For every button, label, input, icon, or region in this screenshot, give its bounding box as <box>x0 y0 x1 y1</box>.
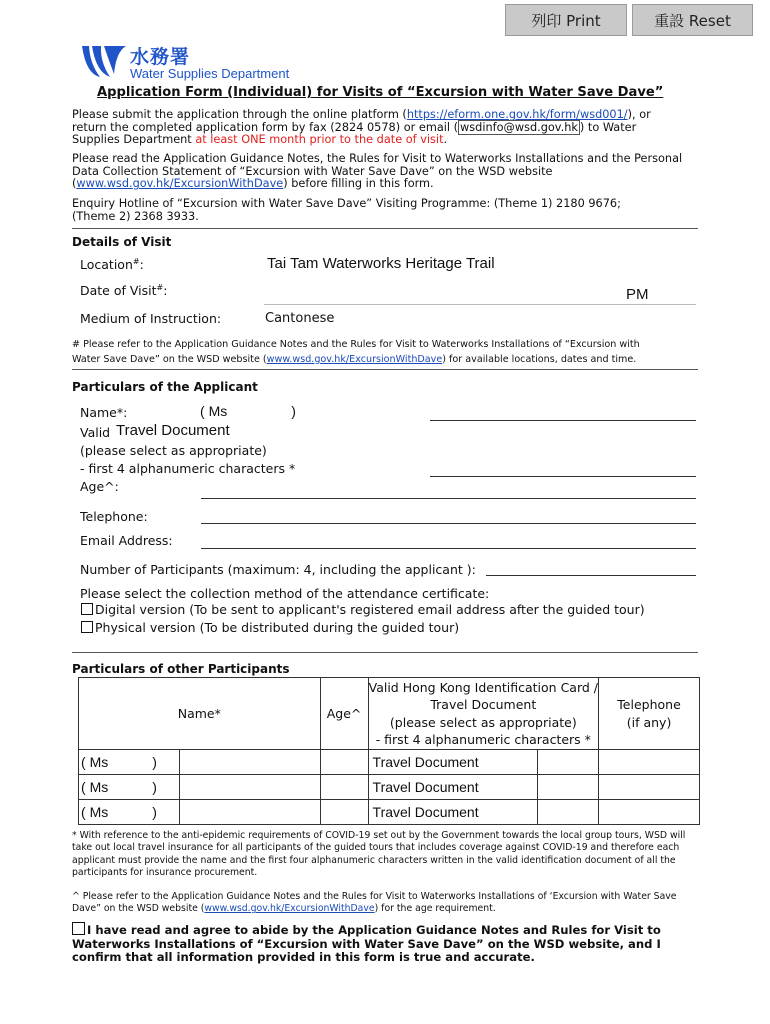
participant-age-cell[interactable] <box>320 775 368 800</box>
collection-label: Please select the collection method of the attendance certificate: <box>80 586 490 601</box>
reset-button[interactable]: 重設 Reset <box>632 4 753 36</box>
age-label: Age^: <box>80 479 119 494</box>
declaration-checkbox[interactable] <box>72 922 85 935</box>
name-label: Name*: <box>80 405 128 420</box>
participant-tel-cell[interactable] <box>599 800 700 825</box>
participants-label: Number of Participants (maximum: 4, including the applicant ): <box>80 562 476 577</box>
email-link[interactable]: wsdinfo@wsd.gov.hk <box>460 120 578 134</box>
telephone-label: Telephone: <box>80 509 148 524</box>
participant-title-select[interactable]: ( Ms ) <box>79 775 180 799</box>
website-link[interactable]: www.wsd.gov.hk/ExcursionWithDave <box>76 177 284 191</box>
age-note-link[interactable]: www.wsd.gov.hk/ExcursionWithDave <box>204 903 375 915</box>
email-label: Email Address: <box>80 533 173 548</box>
location-label: Location#: <box>80 257 144 273</box>
print-button[interactable]: 列印 Print <box>505 4 627 36</box>
telephone-field[interactable] <box>201 523 696 524</box>
applicant-title-select[interactable]: ( Ms ) <box>200 403 296 419</box>
wsd-logo-icon <box>80 44 128 80</box>
visit-note-link[interactable]: www.wsd.gov.hk/ExcursionWithDave <box>266 354 443 365</box>
participant-age-cell[interactable] <box>320 800 368 825</box>
enquiry-hotline: Enquiry Hotline of “Excursion with Water Save Dave” Visiting Programme: (Theme 1) 2180 9676; (Theme 2) 2368 3933. <box>72 197 621 223</box>
divider <box>72 652 698 653</box>
eform-link[interactable]: https://eform.one.gov.hk/form/wsd001/ <box>406 108 628 121</box>
intro-paragraph-2: Please read the Application Guidance Notes, the Rules for Visit to Waterworks Installations and the Personal Data Collection Statement of “Excursion with Water Save Dave” on the WSD website (www.wsd.gov.hk/ExcursionWithDave) before filling in this form. <box>72 152 683 191</box>
logo-chinese-name: 水務署 <box>130 46 191 68</box>
participant-age-cell[interactable] <box>320 750 368 775</box>
age-field[interactable] <box>201 498 696 499</box>
physical-option[interactable]: Physical version (To be distributed during the guided tour) <box>81 620 459 635</box>
col-name-header: Name* <box>79 678 321 750</box>
logo-english-name: Water Supplies Department <box>130 66 290 81</box>
participant-doc-number-cell[interactable] <box>538 800 599 825</box>
table-header-row <box>79 678 700 750</box>
email-field[interactable] <box>201 548 696 549</box>
visit-heading: Details of Visit <box>72 235 172 249</box>
applicant-heading: Particulars of the Applicant <box>72 380 258 394</box>
date-session-select[interactable]: PM <box>626 286 649 303</box>
visit-note: # Please refer to the Application Guidance Notes and the Rules for Visit to Waterworks Installations of “Excursion with Water Save Dave” on the WSD website (www.wsd.gov.hk/ExcursionWithDave) for available locations, dates and time. <box>72 339 640 365</box>
name-field[interactable] <box>430 420 696 421</box>
physical-checkbox[interactable] <box>81 621 93 633</box>
insurance-note: * With reference to the anti-epidemic requirements of COVID-19 set out by the Government towards the local group tours, WSD will take out local travel insurance for all participants of the guided tours that includes coverage against COVID-19 and therefore each applicant must provide the name and the first four alphanumeric characters written in the valid identification document of all the participants for insurance procurement. <box>72 830 686 878</box>
participants-field[interactable] <box>486 575 696 576</box>
table-row <box>79 775 700 800</box>
page-title: Application Form (Individual) for Visits of “Excursion with Water Save Dave” <box>97 85 664 100</box>
divider <box>72 369 698 370</box>
valid-label: Valid <box>80 425 111 440</box>
col-age-header: Age^ <box>320 678 368 750</box>
col-id-header: Valid Hong Kong Identification Card / Travel Document (please select as appropriate) - first 4 alphanumeric characters * <box>368 678 599 750</box>
table-row <box>79 800 700 825</box>
participant-doc-select[interactable]: Travel Document <box>368 750 538 775</box>
date-field-underline <box>264 304 696 305</box>
declaration: I have read and agree to abide by the Application Guidance Notes and Rules for Visit to Waterworks Installations of “Excursion with Water Save Dave” on the WSD website, and I confirm that all information provided in this form is true and accurate. <box>72 923 661 964</box>
location-select[interactable]: Tai Tam Waterworks Heritage Trail <box>267 255 495 272</box>
participant-doc-select[interactable]: Travel Document <box>368 800 538 825</box>
table-row <box>79 750 700 775</box>
participants-table <box>78 677 700 825</box>
document-type-select[interactable]: Travel Document <box>116 422 230 439</box>
others-heading: Particulars of other Participants <box>72 662 290 676</box>
age-note: ^ Please refer to the Application Guidance Notes and the Rules for Visit to Waterworks Installations of ‘Excursion with Water Save Dave” on the WSD website (www.wsd.gov.hk/ExcursionWithDave) for the age requirement. <box>72 891 677 915</box>
document-number-field[interactable] <box>430 476 696 477</box>
participant-name-cell[interactable] <box>79 800 321 825</box>
col-tel-header: Telephone (if any) <box>599 678 700 750</box>
first4-hint: - first 4 alphanumeric characters * <box>80 461 296 476</box>
participant-tel-cell[interactable] <box>599 750 700 775</box>
medium-label: Medium of Instruction: <box>80 311 222 326</box>
deadline-notice: at least ONE month prior to the date of visit <box>195 133 444 147</box>
participant-name-cell[interactable] <box>79 775 321 800</box>
participant-doc-select[interactable]: Travel Document <box>368 775 538 800</box>
digital-option[interactable]: Digital version (To be sent to applicant's registered email address after the guided tour) <box>81 602 645 617</box>
participant-title-select[interactable]: ( Ms ) <box>79 750 180 774</box>
participant-tel-cell[interactable] <box>599 775 700 800</box>
medium-select[interactable]: Cantonese <box>265 311 335 326</box>
participant-doc-number-cell[interactable] <box>538 775 599 800</box>
intro-paragraph-1: Please submit the application through the online platform (https://eform.one.gov.hk/form/wsd001/), or return the completed application form by fax (2824 0578) or email ( wsdinfo@wsd.gov.hk ) to Water Supplies Department at least ONE month prior to the date of visit. <box>72 108 651 147</box>
select-hint: (please select as appropriate) <box>80 443 267 458</box>
date-label: Date of Visit#: <box>80 283 168 299</box>
participant-title-select[interactable]: ( Ms ) <box>79 800 180 824</box>
digital-checkbox[interactable] <box>81 603 93 615</box>
participant-name-cell[interactable] <box>79 750 321 775</box>
participant-doc-number-cell[interactable] <box>538 750 599 775</box>
divider <box>72 228 698 229</box>
